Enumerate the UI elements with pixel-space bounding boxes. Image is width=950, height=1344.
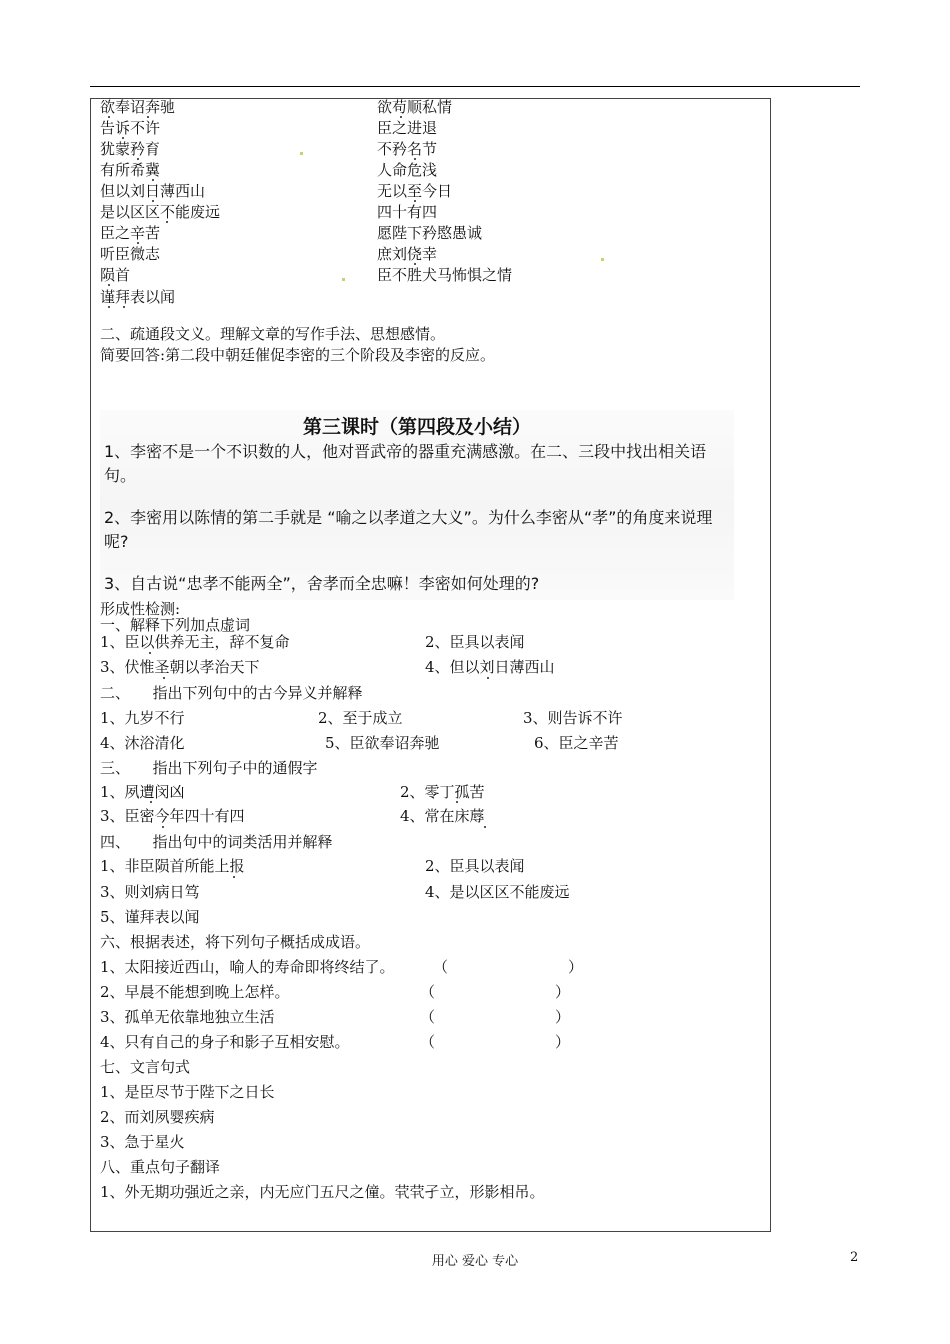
s6-item-3: 3、孤单无依靠地独立生活 <box>100 1008 275 1026</box>
s6-answer-1[interactable]: （ ） <box>433 958 584 976</box>
s1-item-3: 3、伏惟圣朝以孝治天下 <box>100 658 260 676</box>
emphasis-dot <box>414 263 416 265</box>
scan-speck <box>300 152 303 155</box>
lesson3-block <box>100 410 734 600</box>
s1-item-4: 4、但以刘日薄西山 <box>425 658 555 676</box>
s4-item-1: 1、非臣陨首所能上报 <box>100 857 245 875</box>
s4-item-2: 2、臣具以表闻 <box>425 857 525 875</box>
vocab-left-6: 是以区区不能废远 <box>100 203 221 221</box>
s6-answer-4[interactable]: （ ） <box>420 1033 571 1051</box>
emphasis-dot <box>137 242 139 244</box>
emphasis-dot <box>163 677 165 679</box>
test-section6-title: 六、根据表述，将下列句子概括成成语。 <box>100 933 371 951</box>
emphasis-dot <box>456 801 458 803</box>
vocab-right-7: 愿陛下矜愍愚诚 <box>377 224 483 242</box>
emphasis-dot <box>414 158 416 160</box>
vocab-left-7: 臣之辛苦 <box>100 224 161 242</box>
s7-item-1: 1、是臣尽节于陛下之日长 <box>100 1083 275 1101</box>
emphasis-dot <box>162 826 164 828</box>
emphasis-dot <box>152 179 154 181</box>
s2-item-5: 5、臣欲奉诏奔驰 <box>325 734 440 752</box>
section2-title: 二、疏通段文义。理解文章的写作手法、思想感情。 <box>100 325 446 343</box>
page-number: 2 <box>850 1250 859 1265</box>
vocab-right-5: 无以至今日 <box>377 182 453 200</box>
emphasis-dot <box>484 826 486 828</box>
vocab-right-3: 不矜名节 <box>377 140 438 158</box>
s1-item-2: 2、臣具以表闻 <box>425 633 525 651</box>
test-section4-title: 四、 指出句中的词类活用并解释 <box>100 833 333 851</box>
vocab-right-6: 四十有四 <box>377 203 438 221</box>
emphasis-dot <box>122 137 124 139</box>
header-rule <box>90 86 860 87</box>
s4-item-3: 3、则刘病日笃 <box>100 883 200 901</box>
s3-item-2: 2、零丁孤苦 <box>400 783 485 801</box>
section2-desc: 简要回答:第二段中朝廷催促李密的三个阶段及李密的反应。 <box>100 346 496 364</box>
emphasis-dot <box>108 284 110 286</box>
vocab-left-10: 谨拜表以闻 <box>100 288 176 306</box>
emphasis-dot <box>108 116 110 118</box>
vocab-left-4: 有所希冀 <box>100 161 161 179</box>
vocab-right-9: 臣不胜犬马怖惧之情 <box>377 266 513 284</box>
vocab-left-1: 欲奉诏奔驰 <box>100 98 176 116</box>
vocab-right-1: 欲苟顺私情 <box>377 98 453 116</box>
s2-item-6: 6、臣之辛苦 <box>534 734 619 752</box>
lesson3-question-3: 3、自古说“忠孝不能两全”，舍孝而全忠嘛！李密如何处理的? <box>104 574 540 593</box>
lesson3-question-1: 1、李密不是一个不识数的人，他对晋武帝的器重充满感激。在二、三段中找出相关语句。 <box>104 442 707 485</box>
vocab-left-2: 告诉不许 <box>100 119 161 137</box>
lesson3-title: 第三课时（第四段及小结） <box>302 416 531 438</box>
test-section3-title: 三、 指出下列句子中的通假字 <box>100 759 318 777</box>
test-section7-title: 七、文言句式 <box>100 1058 191 1076</box>
s3-item-1: 1、夙遭闵凶 <box>100 783 185 801</box>
emphasis-dot <box>137 158 139 160</box>
s7-item-2: 2、而刘夙婴疾病 <box>100 1108 215 1126</box>
emphasis-dot <box>487 677 489 679</box>
vocab-left-8: 听臣微志 <box>100 245 161 263</box>
s4-item-4: 4、是以区区不能废远 <box>425 883 570 901</box>
s2-item-2: 2、至于成立 <box>318 709 403 727</box>
emphasis-dot <box>123 306 125 308</box>
vocab-left-5: 但以刘日薄西山 <box>100 182 206 200</box>
emphasis-dot <box>400 116 402 118</box>
vocab-left-3: 犹蒙矜育 <box>100 140 161 158</box>
s2-item-3: 3、则告诉不许 <box>523 709 623 727</box>
emphasis-dot <box>149 652 151 654</box>
s6-answer-2[interactable]: （ ） <box>420 983 571 1001</box>
emphasis-dot <box>233 876 235 878</box>
emphasis-dot <box>152 200 154 202</box>
vocab-right-4: 人命危浅 <box>377 161 438 179</box>
vocab-right-2: 臣之进退 <box>377 119 438 137</box>
emphasis-dot <box>166 221 168 223</box>
emphasis-dot <box>414 200 416 202</box>
s2-item-4: 4、沐浴清化 <box>100 734 185 752</box>
s6-item-1: 1、太阳接近西山，喻人的寿命即将终结了。 <box>100 958 395 976</box>
scan-speck <box>342 278 345 281</box>
test-section8-title: 八、重点句子翻译 <box>100 1158 221 1176</box>
s2-item-1: 1、九岁不行 <box>100 709 185 727</box>
s6-item-2: 2、早晨不能想到晚上怎样。 <box>100 983 290 1001</box>
s6-answer-3[interactable]: （ ） <box>420 1008 571 1026</box>
test-section2-title: 二、 指出下列句中的古今异义并解释 <box>100 684 363 702</box>
s8-item-1: 1、外无期功强近之亲，内无应门五尺之僮。茕茕孑立，形影相吊。 <box>100 1183 545 1201</box>
s6-item-4: 4、只有自己的身子和影子互相安慰。 <box>100 1033 350 1051</box>
s4-item-5: 5、谨拜表以闻 <box>100 908 200 926</box>
s7-item-3: 3、急于星火 <box>100 1133 185 1151</box>
footer-motto: 用心 爱心 专心 <box>431 1254 519 1269</box>
emphasis-dot <box>147 116 149 118</box>
s3-item-4: 4、常在床蓐 <box>400 807 485 825</box>
s1-item-1: 1、臣以供养无主，辞不复命 <box>100 633 290 651</box>
scan-speck <box>601 258 604 261</box>
test-section1-title: 一、解释下列加点虚词 <box>100 616 251 634</box>
vocab-right-8: 庶刘侥幸 <box>377 245 438 263</box>
s3-item-3: 3、臣密今年四十有四 <box>100 807 245 825</box>
emphasis-dot <box>150 801 152 803</box>
vocab-left-9: 陨首 <box>100 266 131 284</box>
emphasis-dot <box>108 306 110 308</box>
test-heading: 形成性检测: <box>100 600 181 618</box>
lesson3-question-2: 2、李密用以陈情的第二手就是 “喻之以孝道之大义”。为什么李密从“孝”的角度来说理呢? <box>104 508 713 551</box>
